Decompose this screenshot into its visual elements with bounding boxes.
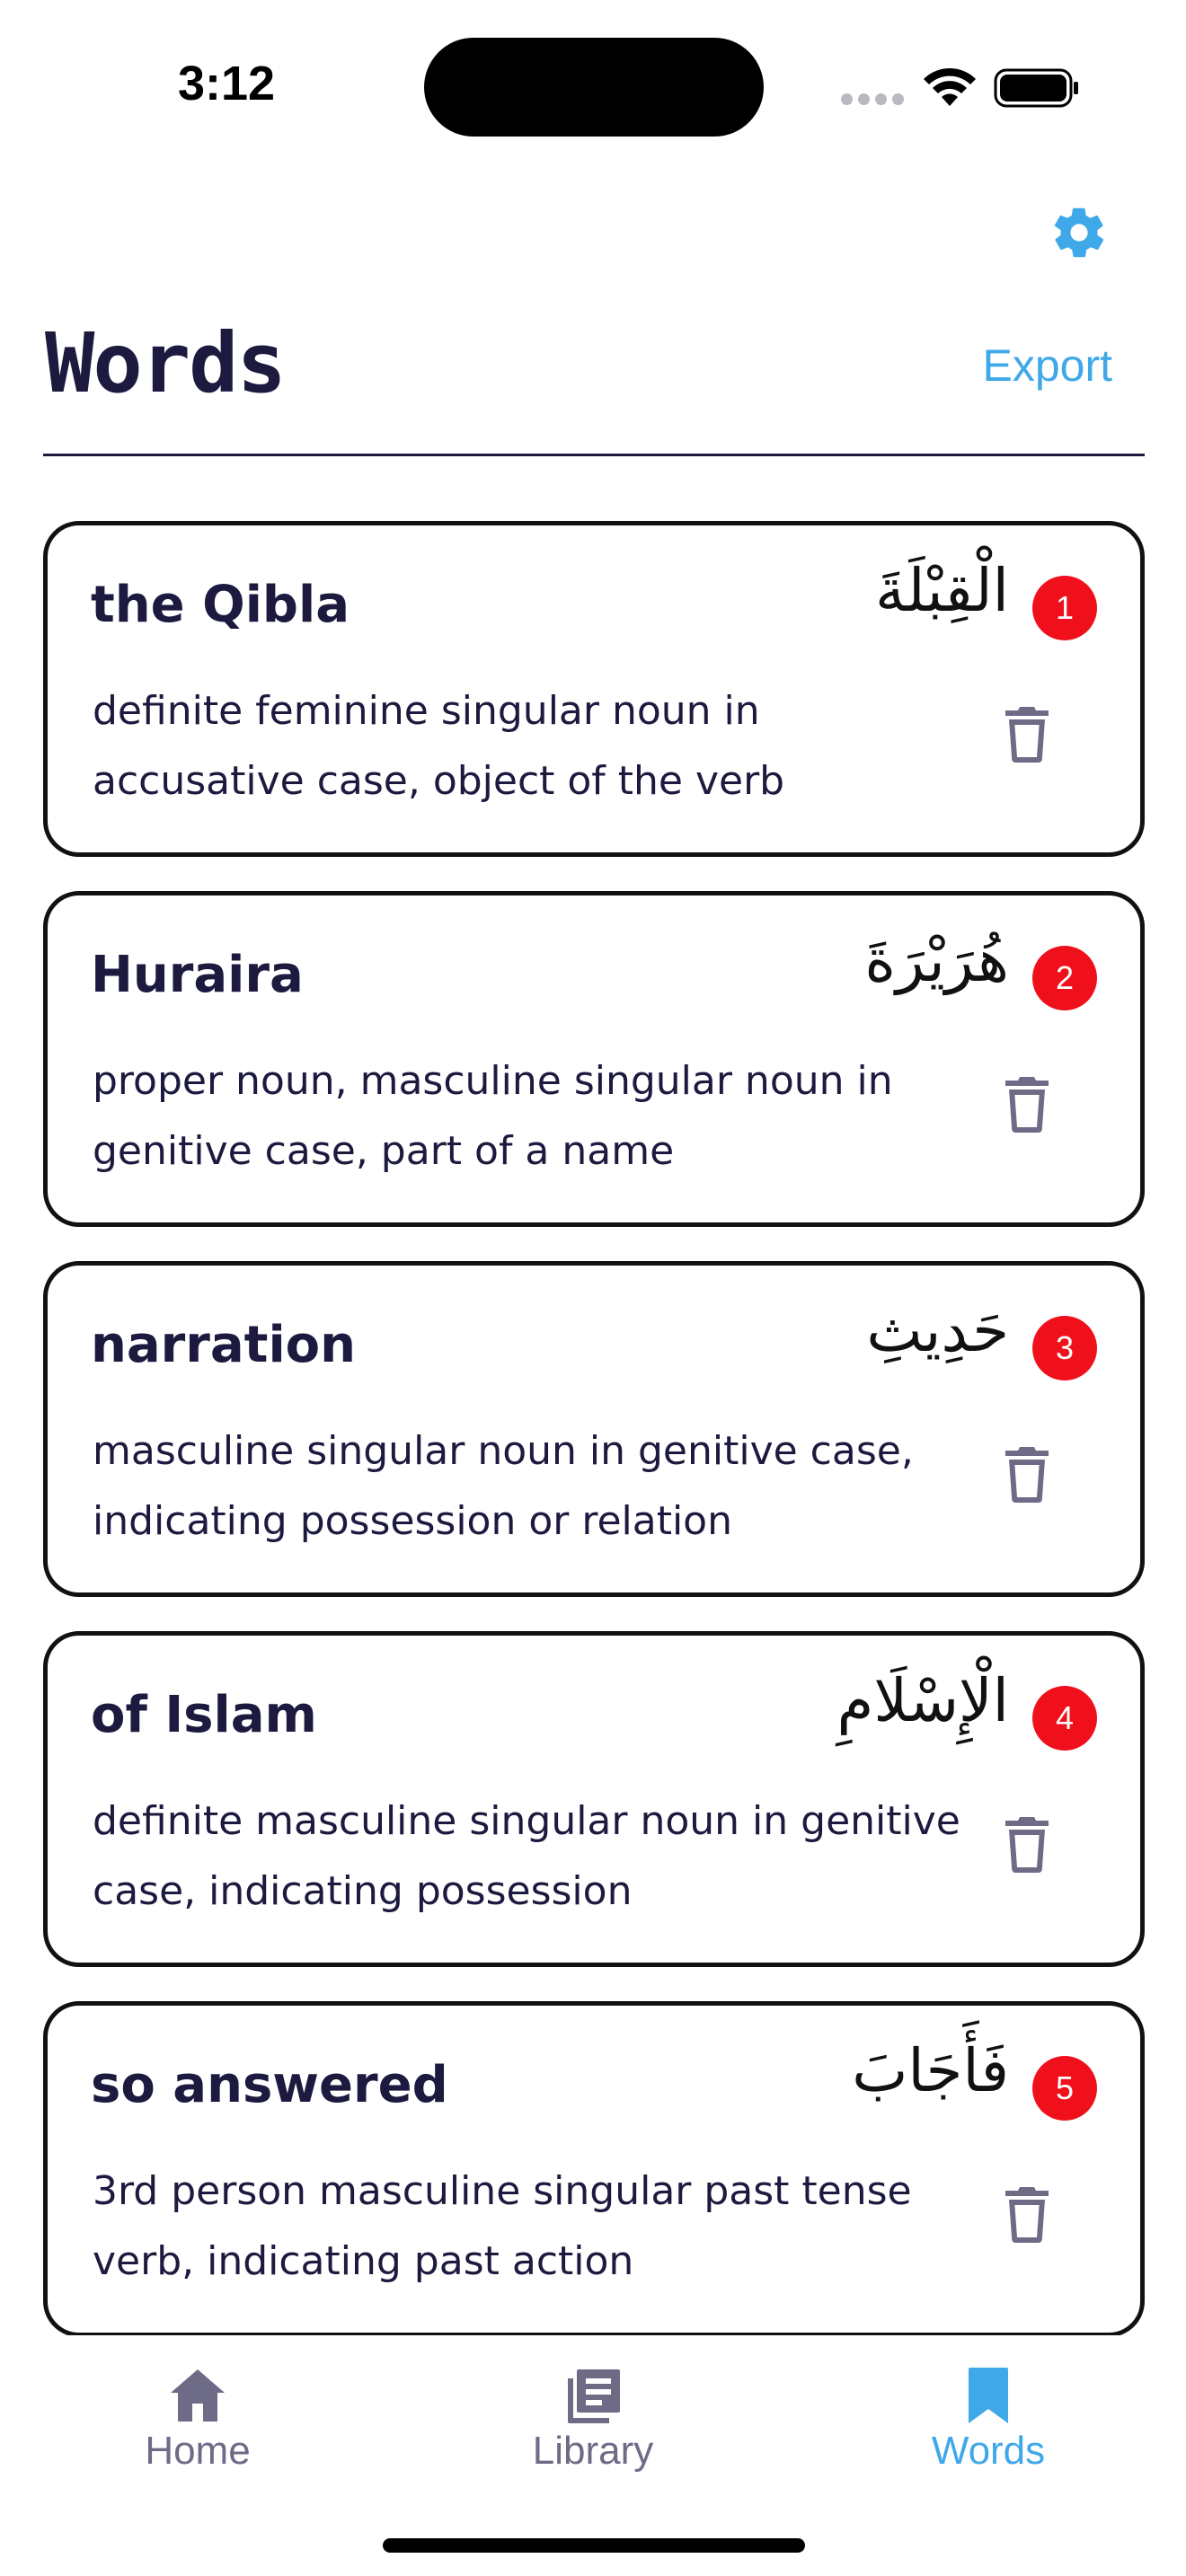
trash-icon[interactable]	[1004, 707, 1050, 763]
word-description: 3rd person masculine singular past tense verb, indicating past action	[93, 2168, 912, 2284]
trash-icon[interactable]	[1004, 2187, 1050, 2243]
word-arabic: الْقِبْلَةَ	[875, 556, 1009, 625]
word-description: definite feminine singular noun in accusative case, object of the verb	[93, 688, 785, 804]
word-number-badge: 5	[1032, 2056, 1097, 2121]
home-indicator	[383, 2538, 805, 2553]
word-number-badge: 3	[1032, 1316, 1097, 1381]
word-number-badge: 1	[1032, 576, 1097, 640]
tab-library[interactable]	[458, 2368, 728, 2475]
status-time: 3:12	[178, 57, 276, 110]
word-description: masculine singular noun in genitive case, indicating possession or relation	[93, 1428, 914, 1544]
word-card[interactable]	[43, 1631, 1145, 1967]
tab-label: Library	[532, 2429, 654, 2473]
tab-label: Home	[145, 2429, 251, 2473]
word-arabic: حَدِيثِ	[866, 1296, 1009, 1365]
word-number-badge: 2	[1032, 946, 1097, 1010]
battery-icon	[994, 68, 1080, 108]
library-icon	[564, 2368, 622, 2423]
page-title: Words	[45, 315, 285, 411]
word-english: Huraira	[91, 946, 304, 1004]
trash-icon[interactable]	[1004, 1447, 1050, 1503]
tab-label: Words	[931, 2429, 1046, 2473]
tab-words[interactable]	[854, 2368, 1123, 2475]
word-english: so answered	[91, 2056, 448, 2114]
word-english: of Islam	[91, 1686, 317, 1744]
word-card[interactable]	[43, 521, 1145, 857]
status-bar	[0, 0, 1186, 171]
word-arabic: هُرَيْرَةَ	[864, 926, 1009, 995]
header-divider	[43, 454, 1145, 456]
word-arabic: فَأَجَابَ	[852, 2036, 1009, 2105]
word-card[interactable]	[43, 1261, 1145, 1597]
word-card[interactable]	[43, 2001, 1145, 2337]
dynamic-island	[424, 38, 764, 137]
word-list	[43, 521, 1145, 2371]
cellular-signal-icon	[841, 93, 904, 106]
word-english: the Qibla	[91, 576, 350, 634]
tab-home[interactable]	[63, 2368, 332, 2475]
word-description: definite masculine singular noun in genitive case, indicating possession	[93, 1798, 960, 1914]
export-button[interactable]: Export	[982, 340, 1112, 391]
word-english: narration	[91, 1316, 356, 1374]
gear-icon[interactable]	[1049, 203, 1109, 262]
word-description: proper noun, masculine singular noun in genitive case, part of a name	[93, 1058, 893, 1174]
wifi-icon	[922, 66, 978, 108]
trash-icon[interactable]	[1004, 1817, 1050, 1873]
word-arabic: الْإِسْلَامِ	[836, 1666, 1009, 1735]
trash-icon[interactable]	[1004, 1077, 1050, 1133]
home-icon	[169, 2368, 226, 2423]
word-number-badge: 4	[1032, 1686, 1097, 1751]
word-card[interactable]	[43, 891, 1145, 1227]
bookmark-icon	[960, 2368, 1017, 2423]
